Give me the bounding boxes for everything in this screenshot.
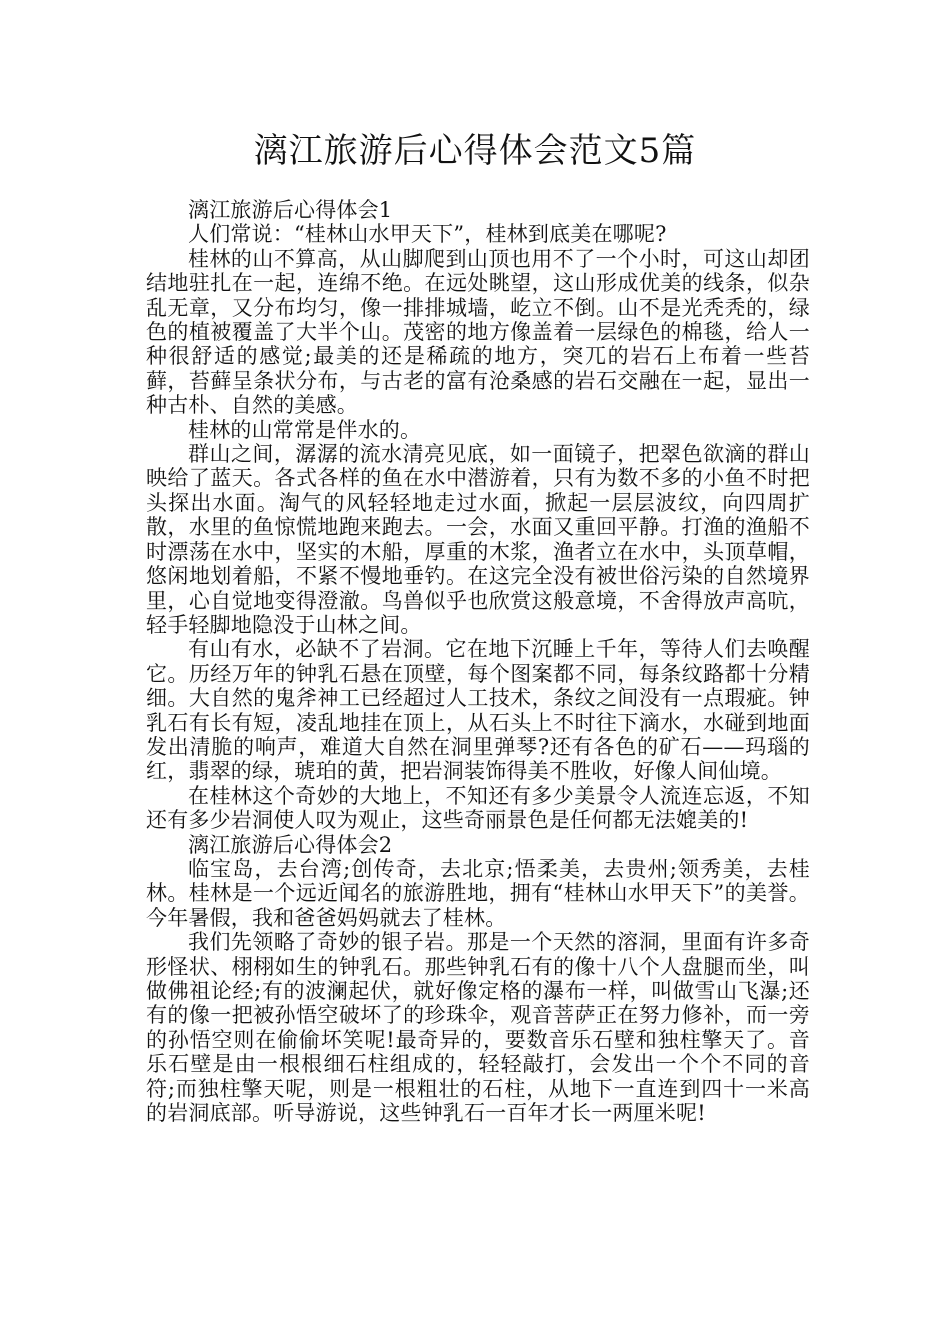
- paragraph: 人们常说：“桂林山水甲天下”，桂林到底美在哪呢?: [188, 222, 667, 247]
- paragraph: 在桂林这个奇妙的大地上，不知还有多少美景令人流连忘返，不知还有多少岩洞使人叹为观止，这些奇丽景色是任何都无法媲美的!: [146, 783, 810, 833]
- paragraph: 群山之间，潺潺的流水清亮见底，如一面镜子，把翠色欲滴的群山映给了蓝天。各式各样的鱼在水中潜游着，只有为数不多的小鱼不时把头探出水面。淘气的风轻轻地走过水面，掀起一层层波纹，向四周扩散，水里的鱼惊慌地跑来跑去。一会，水面又重回平静。打渔的渔船不时漂荡在水中，坚实的木船，厚重的木浆，渔者立在水中，头顶草帽，悠闲地划着船，不紧不慢地垂钓。在这完全没有被世俗污染的自然境界里，心自觉地变得澄澈。鸟兽似乎也欣赏这般意境，不舍得放声高吭，轻手轻脚地隐没于山林之间。: [146, 442, 810, 637]
- section-heading-2: 漓江旅游后心得体会2: [188, 832, 393, 857]
- paragraph: 有山有水，必缺不了岩洞。它在地下沉睡上千年，等待人们去唤醒它。历经万年的钟乳石悬在顶壁，每个图案都不同，每条纹路都十分精细。大自然的鬼斧神工已经超过人工技术，条纹之间没有一点瑕疵。钟乳石有长有短，凌乱地挂在顶上，从石头上不时往下滴水，水碰到地面发出清脆的响声，难道大自然在洞里弹琴?还有各色的矿石——玛瑙的红，翡翠的绿，琥珀的黄，把岩洞装饰得美不胜收，好像人间仙境。: [146, 637, 810, 784]
- paragraph: 桂林的山不算高，从山脚爬到山顶也用不了一个小时，可这山却团结地驻扎在一起，连绵不绝。在远处眺望，这山形成优美的线条，似杂乱无章，又分布均匀，像一排排城墙，屹立不倒。山不是光秃秃的，绿色的植被覆盖了大半个山。茂密的地方像盖着一层绿色的棉毯，给人一种很舒适的感觉;最美的还是稀疏的地方，突兀的岩石上布着一些苔藓，苔藓呈条状分布，与古老的富有沧桑感的岩石交融在一起，显出一种古朴、自然的美感。: [146, 246, 810, 418]
- paragraph: 我们先领略了奇妙的银子岩。那是一个天然的溶洞，里面有许多奇形怪状、栩栩如生的钟乳石。那些钟乳石有的像十八个人盘腿而坐，叫做佛祖论经;有的波澜起伏，就好像定格的瀑布一样，叫做雪山飞瀑;还有的像一把被孙悟空破坏了的珍珠伞，观音菩萨正在努力修补，而一旁的孙悟空则在偷偷坏笑呢!最奇异的，要数音乐石壁和独柱擎天了。音乐石壁是由一根根细石柱组成的，轻轻敲打，会发出一个个不同的音符;而独柱擎天呢，则是一根粗壮的石柱，从地下一直连到四十一米高的岩洞底部。听导游说，这些钟乳石一百年才长一两厘米呢!: [146, 930, 810, 1126]
- document-title: 漓江旅游后心得体会范文5篇: [253, 131, 697, 171]
- document-body: [146, 198, 810, 1125]
- section-heading-1: 漓江旅游后心得体会1: [188, 198, 393, 222]
- paragraph: 临宝岛，去台湾;创传奇，去北京;悟柔美，去贵州;领秀美，去桂林。桂林是一个远近闻名的旅游胜地，拥有“桂林山水甲天下”的美誉。今年暑假，我和爸爸妈妈就去了桂林。: [146, 856, 810, 930]
- paragraph: 桂林的山常常是伴水的。: [188, 417, 422, 442]
